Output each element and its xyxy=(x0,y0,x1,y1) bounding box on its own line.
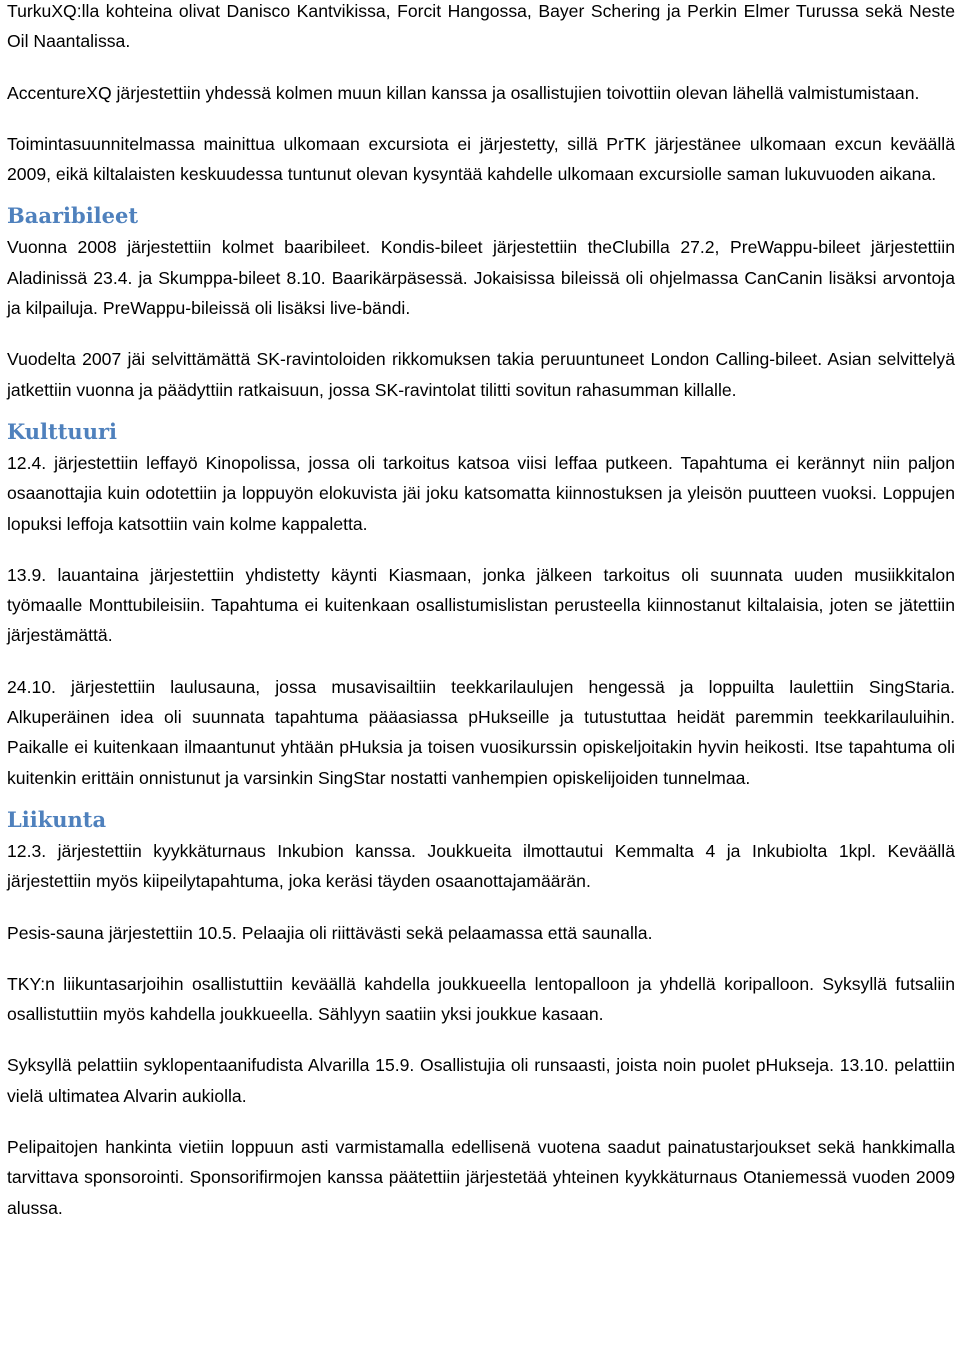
paragraph-pelipaidat: Pelipaitojen hankinta vietiin loppuun asti varmistamalla edellisenä vuotena saadut painatustarjoukset sekä hankkimalla tarvittava sponsorointi. Sponsorifirmojen kanssa päätettiin järjestetää yhteinen kyykkäturnaus Otaniemessä vuoden 2009 alussa. xyxy=(7,1137,955,1218)
paragraph-pesis-sauna: Pesis-sauna järjestettiin 10.5. Pelaajia oli riittävästi sekä pelaamassa että saunalla. xyxy=(7,922,653,943)
paragraph-baaribileet-2008: Vuonna 2008 järjestettiin kolmet baaribileet. Kondis-bileet järjestettiin theClubilla 27.2, PreWappu-bileet järjestettiin Aladinissä 23.4. ja Skumppa-bileet 8.10. Baarikärpäsessä. Jokaisissa bileissä oli ohjelmassa CanCanin lisäksi arvontoja ja kilpailuja. PreWappu-bileissä oli lisäksi live-bändi. xyxy=(7,237,955,319)
paragraph-turkuxq: TurkuXQ:lla kohteina olivat Danisco Kantvikissa, Forcit Hangossa, Bayer Schering ja Perkin Elmer Turussa sekä Neste Oil Naantalissa. xyxy=(7,1,955,52)
paragraph-tky-sarjat: TKY:n liikuntasarjoihin osallistuttiin keväällä kahdella joukkueella lentopalloon ja yhdellä koripalloon. Syksyllä futsaliin osallistuttiin myös kahdella joukkueella. Sählyyn saatiin yksi joukkue kasaan. xyxy=(7,973,955,1025)
paragraph-laulusauna: 24.10. järjestettiin laulusauna, jossa musavisailtiin teekkarilaulujen hengessä ja loppuilta laulettiin SingStaria. Alkuperäinen idea oli suunnata tapahtuma pääasiassa pHukseille ja tutustuttaa heidät paremmin teekkarilauluihin. Paikalle ei kuitenkaan ilmaantunut yhtään pHuksia ja toisen vuosikurssin opiskeljoitakin hyvin heikosti. Itse tapahtuma oli kuitenkin erittäin onnistunut ja varsinkin SingStar nostatti vanhempien opiskelijoiden tunnelmaa. xyxy=(7,676,955,788)
paragraph-accenturexq: AccentureXQ järjestettiin yhdessä kolmen muun killan kanssa ja osallistujien toivottiin olevan lähellä valmistumistaan. xyxy=(7,82,920,103)
paragraph-excursion: Toimintasuunnitelmassa mainittua ulkomaan excursiota ei järjestetty, sillä PrTK järjestänee ulkomaan excun keväällä 2009, eikä kiltalaisten keskuudessa tuntunut olevan kysyntää kahdelle ulkomaan excursiolle saman lukuvuoden aikana. xyxy=(7,133,955,185)
paragraph-kiasma: 13.9. lauantaina järjestettiin yhdistetty käynti Kiasmaan, jonka jälkeen tarkoitus oli suunnata uuden musiikkitalon työmaalle Monttubileisiin. Tapahtuma ei kuitenkaan osallistumislistan perusteella kiinnostanut kiltalaisia, joten se jätettiin järjestämättä. xyxy=(7,564,955,646)
heading-liikunta: Liikunta xyxy=(7,806,107,832)
paragraph-london-calling: Vuodelta 2007 jäi selvittämättä SK-ravintoloiden rikkomuksen takia peruuntuneet London Calling-bileet. Asian selvittelyä jatkettiin vuonna ja päädyttiin ratkaisuun, jossa SK-ravintolat tilitti sovitun rahasumman killalle. xyxy=(7,349,955,400)
paragraph-kyykkaturnaus: 12.3. järjestettiin kyykkäturnaus Inkubion kanssa. Joukkueita ilmottautui Kemmalta 4 ja Inkubiolta 1kpl. Keväällä järjestettiin myös kiipeilytapahtuma, joka keräsi täyden osaanottajamäärän. xyxy=(7,840,955,892)
heading-kulttuuri: Kulttuuri xyxy=(7,418,118,444)
paragraph-syklopentaanifudis: Syksyllä pelattiin syklopentaanifudista Alvarilla 15.9. Osallistujia oli runsaasti, joista noin puolet pHukseja. 13.10. pelattiin vielä ultimatea Alvarin aukiolla. xyxy=(7,1055,955,1106)
heading-baaribileet: Baaribileet xyxy=(7,203,139,229)
paragraph-leffayo: 12.4. järjestettiin leffayö Kinopolissa, jossa oli tarkoitus katsoa viisi leffaa putkeen. Tapahtuma ei kerännyt niin paljon osaanottajia kuin odotettiin ja loppuyön elokuvista jäi joku katsomatta kiinnostuksen ja yleisön puutteen vuoksi. Loppujen lopuksi leffoja katsottiin vain kolme kappaletta. xyxy=(7,452,955,534)
